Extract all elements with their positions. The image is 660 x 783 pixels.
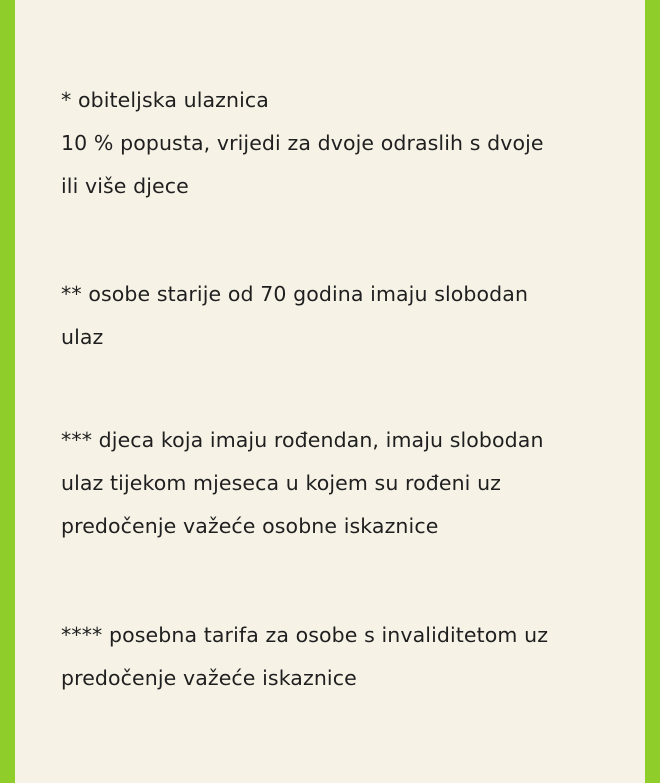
content-panel [15,0,645,783]
note-disability-tariff [61,614,621,700]
note-line: ** osobe starije od 70 godina imaju slobodan [61,282,529,306]
note-line: **** posebna tarifa za osobe s invaliditetom uz [61,623,549,647]
note-line: ulaz [61,325,104,349]
note-line: *** djeca koja imaju rođendan, imaju slobodan [61,428,544,452]
note-line: * obiteljska ulaznica [61,88,269,112]
note-line: predočenje važeće osobne iskaznice [61,514,439,538]
note-birthday-children [61,419,621,548]
note-family-ticket [61,79,621,208]
note-line: 10 % popusta, vrijedi za dvoje odraslih s dvoje [61,131,544,155]
note-line: predočenje važeće iskaznice [61,666,357,690]
note-seniors [61,273,621,359]
note-line: ulaz tijekom mjeseca u kojem su rođeni uz [61,471,502,495]
note-line: ili više djece [61,174,189,198]
